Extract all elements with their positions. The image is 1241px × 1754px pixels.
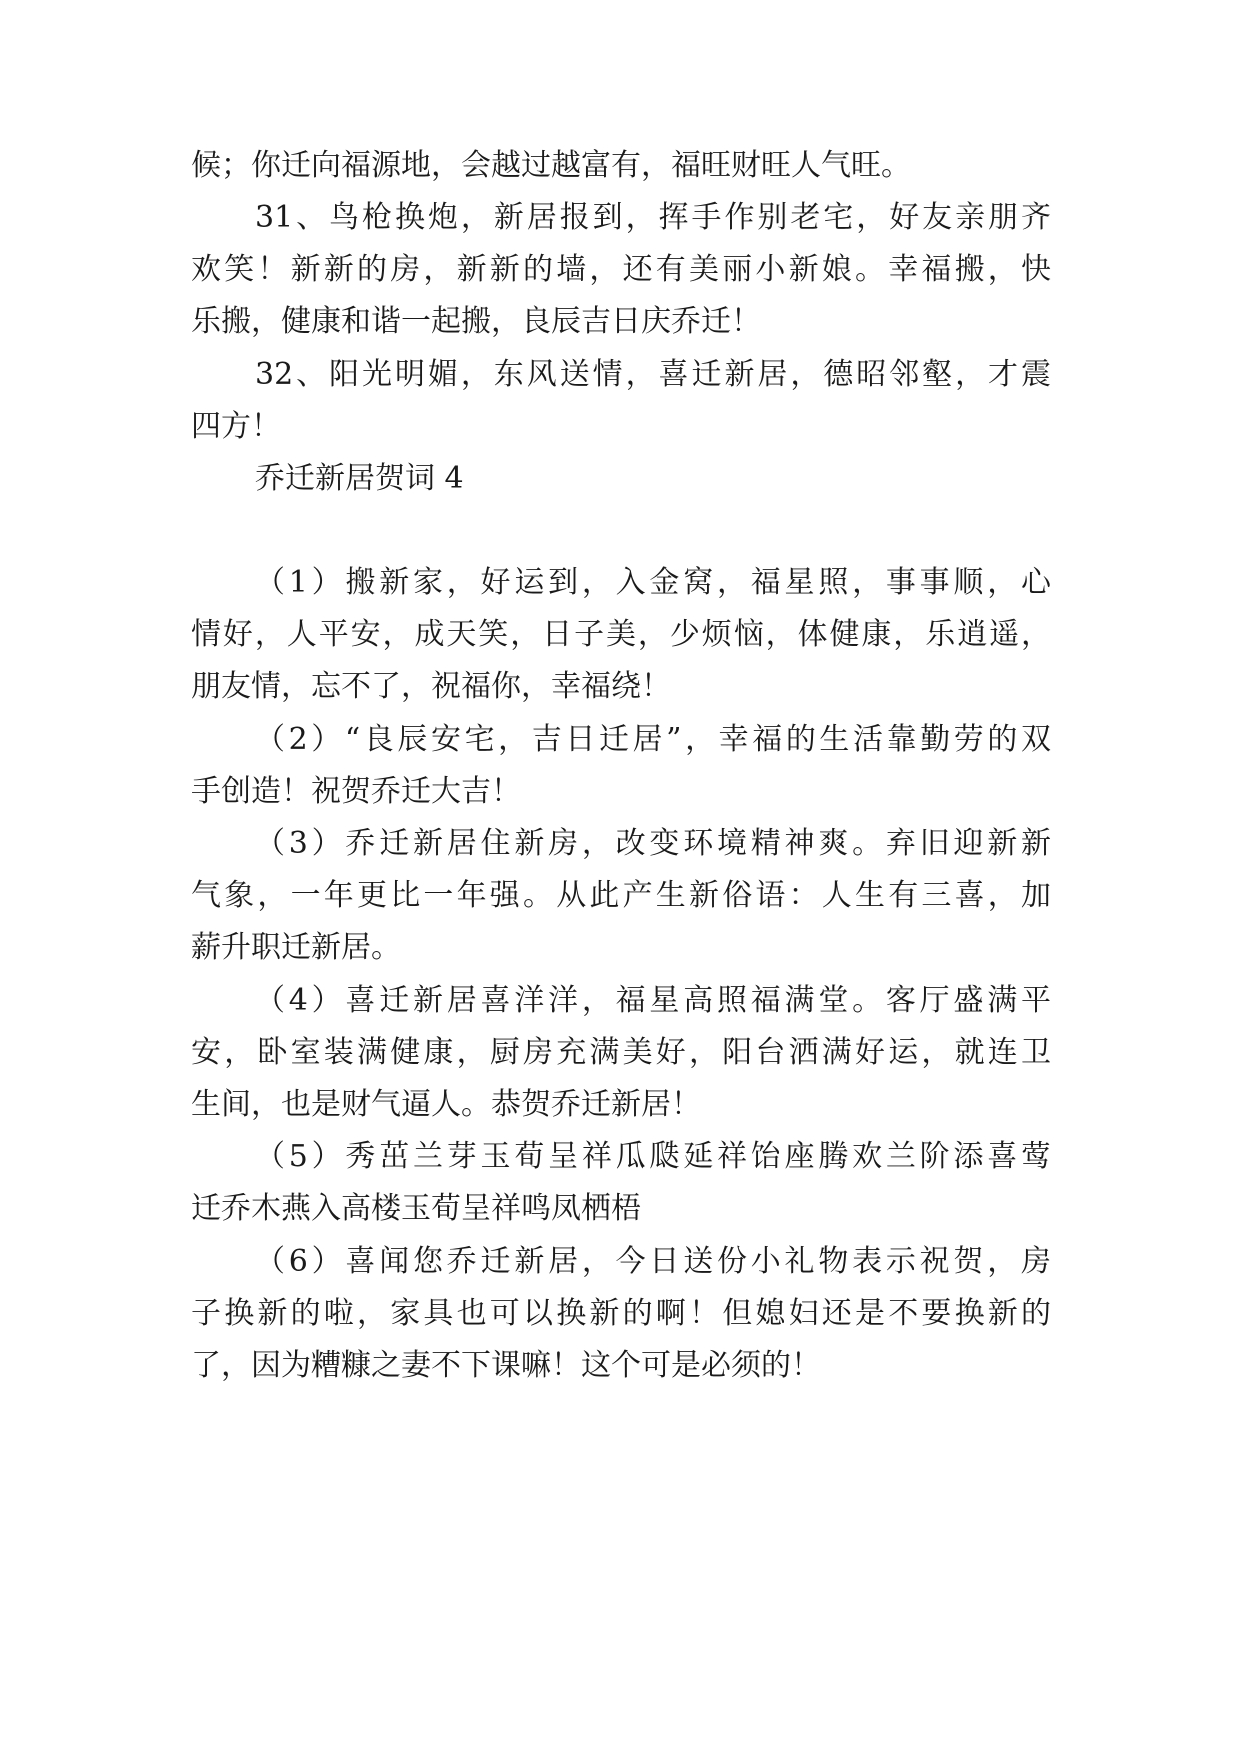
paragraph-line: （1）搬新家，好运到，入金窝，福星照，事事顺，心 bbox=[255, 565, 1051, 600]
paragraph-line: （2）“良辰安宅，吉日迁居”，幸福的生活靠勤劳的双 bbox=[255, 722, 1051, 757]
paragraph-line: 手创造！祝贺乔迁大吉！ bbox=[191, 774, 521, 809]
paragraph-line: （4）喜迁新居喜洋洋，福星高照福满堂。客厅盛满平 bbox=[255, 983, 1051, 1018]
paragraph-line: 迁乔木燕入高楼玉荀呈祥鸣凤栖梧 bbox=[191, 1191, 641, 1226]
section-heading: 乔迁新居贺词 4 bbox=[255, 461, 464, 496]
paragraph-line: 32、阳光明媚，东风送情，喜迁新居，德昭邻壑，才震 bbox=[255, 357, 1051, 392]
paragraph-line: 31、鸟枪换炮，新居报到，挥手作别老宅，好友亲朋齐 bbox=[255, 200, 1051, 235]
paragraph-line: 安，卧室装满健康，厨房充满美好，阳台洒满好运，就连卫 bbox=[191, 1035, 1051, 1070]
paragraph-line: 乐搬，健康和谐一起搬，良辰吉日庆乔迁！ bbox=[191, 304, 761, 339]
paragraph-line: （6）喜闻您乔迁新居，今日送份小礼物表示祝贺，房 bbox=[255, 1244, 1051, 1279]
paragraph-line: 候；你迁向福源地，会越过越富有，福旺财旺人气旺。 bbox=[191, 148, 911, 183]
paragraph-line: （3）乔迁新居住新房，改变环境精神爽。弃旧迎新新 bbox=[255, 826, 1051, 861]
paragraph-line: 了，因为糟糠之妻不下课嘛！这个可是必须的！ bbox=[191, 1348, 821, 1383]
paragraph-line: 气象，一年更比一年强。从此产生新俗语：人生有三喜，加 bbox=[191, 878, 1051, 913]
paragraph-line: （5）秀茁兰芽玉荀呈祥瓜瓞延祥饴座腾欢兰阶添喜莺 bbox=[255, 1139, 1051, 1174]
paragraph-line: 情好，人平安，成天笑，日子美，少烦恼，体健康，乐逍遥， bbox=[191, 617, 1051, 652]
paragraph-line: 子换新的啦，家具也可以换新的啊！但媳妇还是不要换新的 bbox=[191, 1296, 1051, 1331]
paragraph-line: 生间，也是财气逼人。恭贺乔迁新居！ bbox=[191, 1087, 701, 1122]
paragraph-line: 薪升职迁新居。 bbox=[191, 930, 401, 965]
paragraph-line: 朋友情，忘不了，祝福你，幸福绕！ bbox=[191, 669, 671, 704]
paragraph-line: 欢笑！新新的房，新新的墙，还有美丽小新娘。幸福搬，快 bbox=[191, 252, 1051, 287]
paragraph-line: 四方！ bbox=[191, 409, 281, 444]
